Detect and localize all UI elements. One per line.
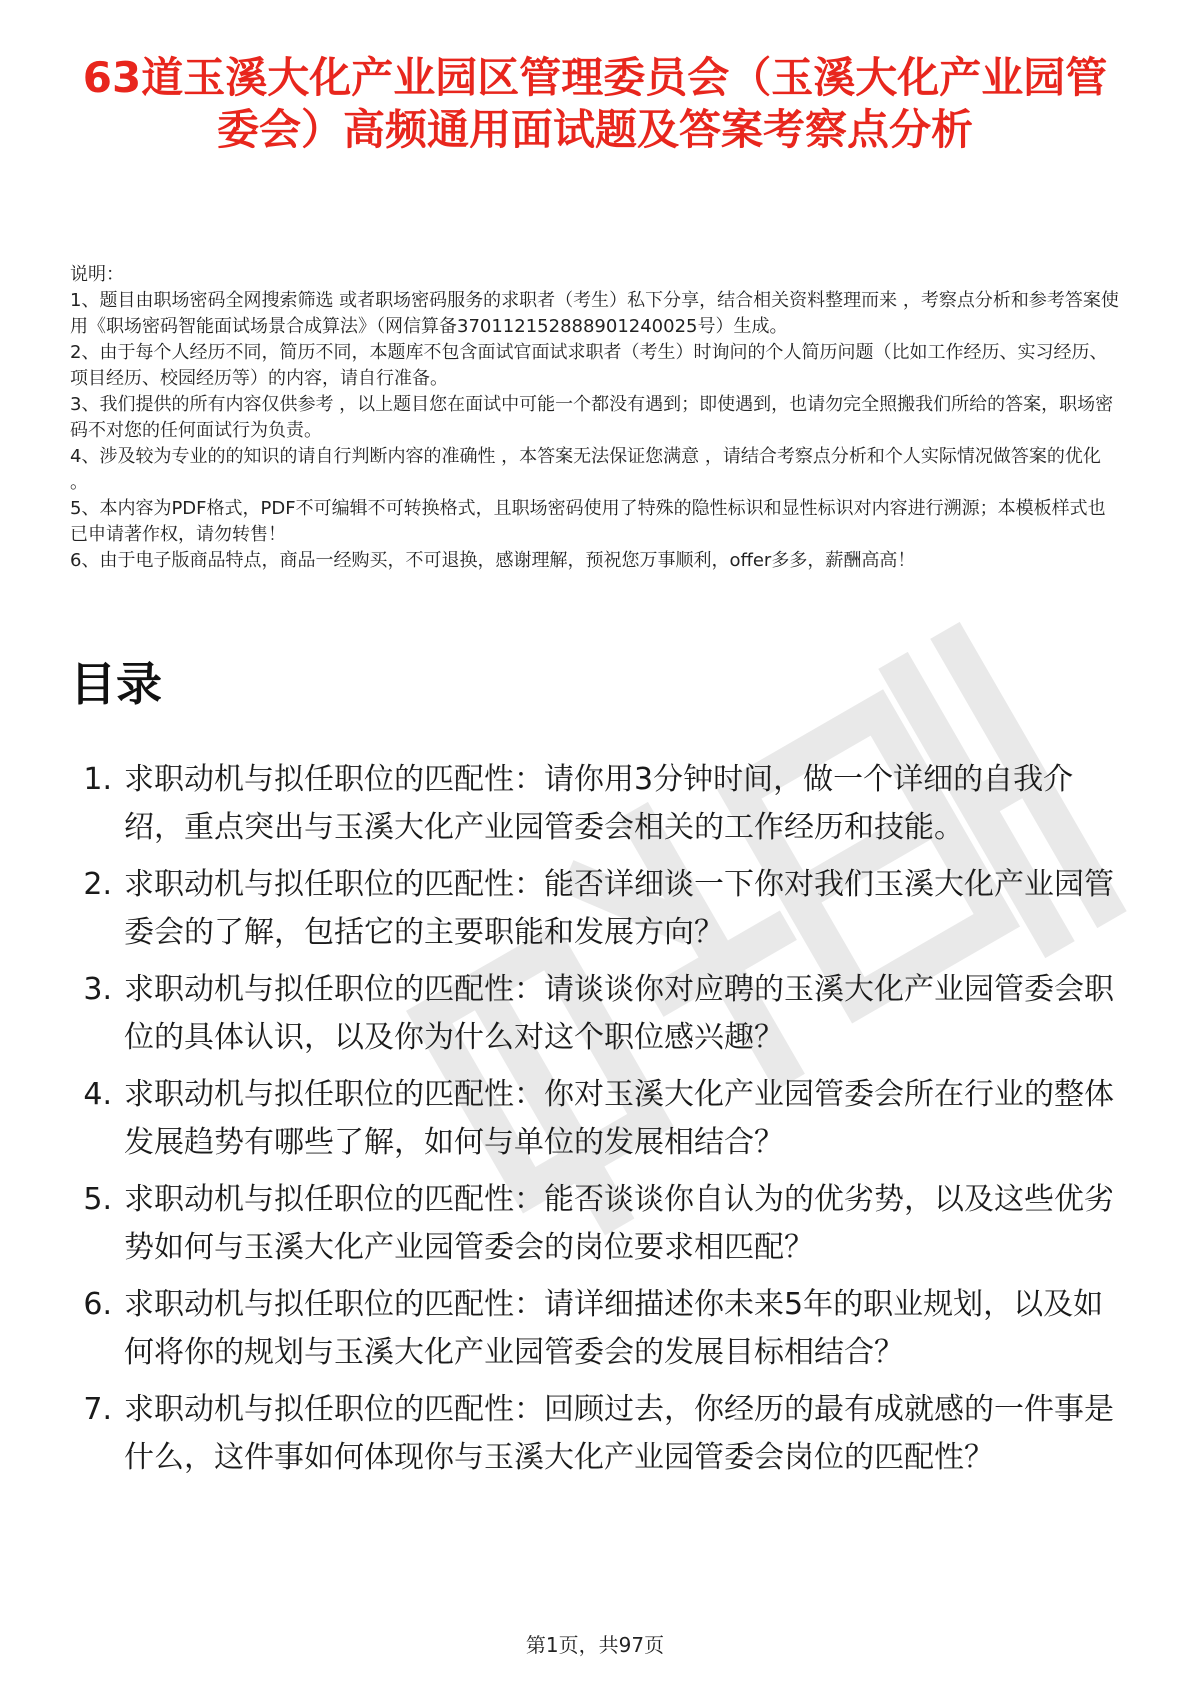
notes-section: [70, 262, 1120, 574]
note-item: 3、我们提供的所有内容仅供参考 ，以上题目您在面试中可能一个都没有遇到；即使遇到，也请勿完全照搬我们所给的答案，职场密码不对您的任何面试行为负责。: [70, 394, 1114, 441]
toc-item-text: 求职动机与拟任职位的匹配性：请详细描述你未来5年的职业规划，以及如何将你的规划与玉溪大化产业园管委会的发展目标相结合？: [124, 1287, 1104, 1370]
toc-item-text: 求职动机与拟任职位的匹配性：能否详细谈一下你对我们玉溪大化产业园管委会的了解，包括它的主要职能和发展方向？: [124, 867, 1114, 950]
toc-item-number: 3.: [83, 972, 112, 1007]
toc-item-number: 2.: [83, 867, 112, 902]
toc-item[interactable]: [70, 1386, 1130, 1482]
toc-heading: 目录: [70, 657, 162, 711]
toc-item-number: 5.: [83, 1182, 112, 1217]
toc-item-number: 1.: [83, 762, 112, 797]
toc-item[interactable]: [70, 1176, 1130, 1272]
toc-item-text: 求职动机与拟任职位的匹配性：请谈谈你对应聘的玉溪大化产业园管委会职位的具体认识，以及你为什么对这个职位感兴趣？: [124, 972, 1114, 1055]
toc-item-number: 7.: [83, 1392, 112, 1427]
toc-item-number: 4.: [83, 1077, 112, 1112]
notes-heading: 说明：: [70, 264, 124, 285]
toc-item-text: 求职动机与拟任职位的匹配性：能否谈谈你自认为的优劣势，以及这些优劣势如何与玉溪大化产业园管委会的岗位要求相匹配？: [124, 1182, 1114, 1265]
note-item: 2、由于每个人经历不同，简历不同，本题库不包含面试官面试求职者（考生）时询问的个人简历问题（比如工作经历、实习经历、项目经历、校园经历等）的内容，请自行准备。: [70, 342, 1108, 389]
toc-item[interactable]: [70, 966, 1130, 1062]
toc-list: [70, 756, 1130, 1491]
note-item: 1、题目由职场密码全网搜索筛选 或者职场密码服务的求职者（考生）私下分享，结合相关资料整理而来 ，考察点分析和参考答案使用《职场密码智能面试场景合成算法》（网信算备370112152888901240025号）生成。: [70, 290, 1119, 337]
toc-item[interactable]: [70, 1281, 1130, 1377]
note-item: 5、本内容为PDF格式，PDF不可编辑不可转换格式，且职场密码使用了特殊的隐性标识和显性标识对内容进行溯源；本模板样式也已申请著作权，请勿转售！: [70, 498, 1106, 545]
document-title: 63道玉溪大化产业园区管理委员会（玉溪大化产业园管委会）高频通用面试题及答案考察点分析: [82, 53, 1108, 154]
toc-item[interactable]: [70, 756, 1130, 852]
toc-item-text: 求职动机与拟任职位的匹配性：请你用3分钟时间，做一个详细的自我介绍，重点突出与玉溪大化产业园管委会相关的工作经历和技能。: [124, 762, 1074, 845]
toc-item[interactable]: [70, 1071, 1130, 1167]
toc-item-text: 求职动机与拟任职位的匹配性：你对玉溪大化产业园管委会所在行业的整体发展趋势有哪些了解，如何与单位的发展相结合？: [124, 1077, 1114, 1160]
toc-item[interactable]: [70, 861, 1130, 957]
toc-item-text: 求职动机与拟任职位的匹配性：回顾过去，你经历的最有成就感的一件事是什么，这件事如何体现你与玉溪大化产业园管委会岗位的匹配性？: [124, 1392, 1114, 1475]
page-footer: 第1页，共97页: [525, 1633, 665, 1657]
note-item: 4、涉及较为专业的的知识的请自行判断内容的准确性 ，本答案无法保证您满意 ，请结合考察点分析和个人实际情况做答案的优化 。: [70, 446, 1101, 493]
toc-item-number: 6.: [83, 1287, 112, 1322]
note-item: 6、由于电子版商品特点，商品一经购买，不可退换，感谢理解，预祝您万事顺利，offer多多，薪酬高高！: [70, 550, 916, 571]
